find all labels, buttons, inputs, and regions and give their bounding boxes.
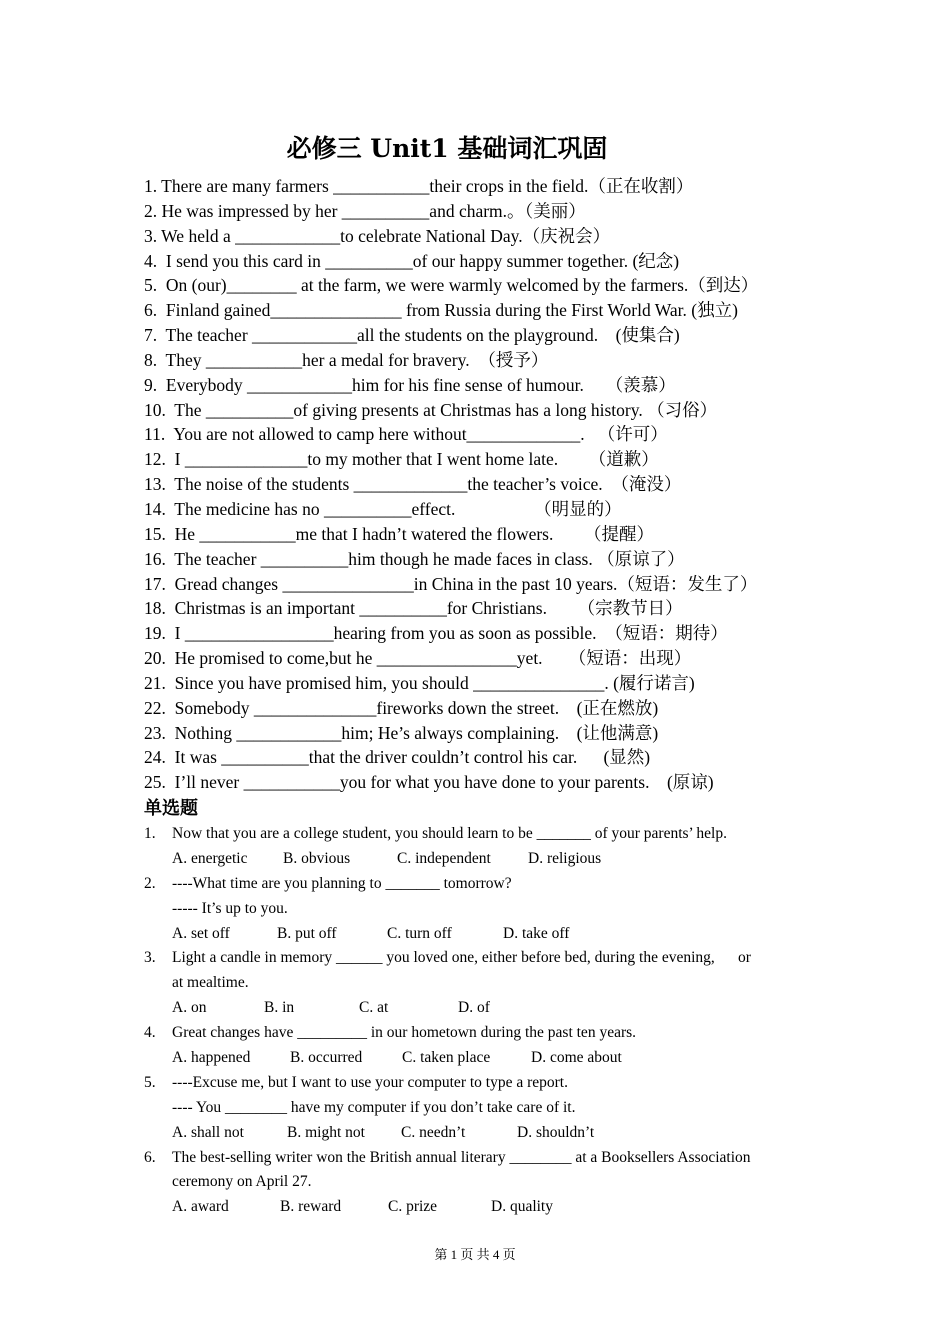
vocab-exercise-list	[144, 174, 824, 795]
answer-option[interactable]: A. energetic	[172, 849, 248, 867]
question-line	[144, 1146, 814, 1171]
answer-option[interactable]: D. religious	[528, 849, 602, 867]
answer-options	[144, 847, 814, 872]
question-text: ceremony on April 27.	[172, 1173, 312, 1191]
answer-options	[144, 1046, 814, 1071]
vocab-item: 9. Everybody ____________him for his fine sense of humour. （羡慕）	[144, 374, 676, 395]
vocab-item: 1. There are many farmers ___________their crops in the field.（正在收割）	[144, 176, 694, 196]
question-line	[144, 822, 814, 847]
answer-option[interactable]: D. quality	[491, 1198, 553, 1216]
answer-option[interactable]: D. come about	[531, 1049, 622, 1067]
vocab-item: 14. The medicine has no __________effect. （明显的）	[144, 498, 622, 519]
answer-options	[144, 1195, 814, 1220]
question-line	[144, 1071, 814, 1096]
question-line	[144, 946, 814, 971]
question-line	[144, 897, 814, 922]
vocab-item: 18. Christmas is an important __________for Christians. （宗教节日）	[144, 598, 683, 619]
vocab-item: 8. They ___________her a medal for bravery. （授予）	[144, 349, 549, 370]
answer-option[interactable]: C. turn off	[387, 924, 452, 942]
answer-option[interactable]: C. at	[359, 999, 389, 1017]
vocab-item: 11. You are not allowed to camp here without_____________. （许可）	[144, 424, 668, 445]
vocab-item: 21. Since you have promised him, you should _______________. (履行诺言)	[144, 672, 695, 693]
answer-option[interactable]: B. in	[264, 999, 295, 1017]
question-line	[144, 1170, 814, 1195]
answer-option[interactable]: B. obvious	[283, 849, 351, 867]
answer-option[interactable]: A. happened	[172, 1049, 251, 1067]
question-number: 5.	[144, 1073, 156, 1091]
question-line	[144, 1021, 814, 1046]
answer-options	[144, 922, 814, 947]
vocab-item: 19. I _________________hearing from you as soon as possible. （短语：期待）	[144, 623, 728, 644]
vocab-item: 5. On (our)________ at the farm, we were warmly welcomed by the farmers.（到达）	[144, 275, 759, 296]
question-text: at mealtime.	[172, 974, 249, 992]
answer-option[interactable]: C. independent	[397, 849, 491, 867]
question-number: 4.	[144, 1024, 156, 1042]
mcq-question	[144, 1071, 814, 1146]
answer-options	[144, 1121, 814, 1146]
answer-option[interactable]: C. taken place	[402, 1049, 491, 1067]
vocab-item: 2. He was impressed by her __________and charm.。（美丽）	[144, 200, 586, 221]
mcq-question	[144, 822, 814, 872]
mcq-question	[144, 946, 814, 1021]
question-text: ---- You ________ have my computer if you don’t take care of it.	[172, 1098, 576, 1116]
answer-option[interactable]: A. award	[172, 1198, 229, 1216]
vocab-item: 20. He promised to come,but he ________________yet. （短语：出现）	[144, 648, 692, 669]
vocab-item: 23. Nothing ____________him; He’s always complaining. (让他满意)	[144, 722, 659, 743]
answer-option[interactable]: B. occurred	[290, 1049, 363, 1067]
answer-option[interactable]: D. shouldn’t	[517, 1123, 595, 1141]
answer-option[interactable]: C. needn’t	[401, 1123, 466, 1141]
vocab-item: 3. We held a ____________to celebrate National Day.（庆祝会）	[144, 225, 611, 246]
mcq-list	[144, 822, 814, 1220]
mcq-question	[144, 872, 814, 947]
vocab-item: 25. I’ll never ___________you for what you have done to your parents. (原谅)	[144, 772, 714, 793]
answer-option[interactable]: B. put off	[277, 924, 337, 942]
vocab-item: 6. Finland gained_______________ from Russia during the First World War. (独立)	[144, 300, 738, 321]
answer-option[interactable]: C. prize	[388, 1198, 438, 1216]
vocab-item: 13. The noise of the students _____________the teacher’s voice. （淹没）	[144, 474, 682, 495]
question-text: Great changes have _________ in our hometown during the past ten years.	[172, 1024, 637, 1042]
answer-option[interactable]: A. shall not	[172, 1123, 244, 1141]
question-text: Light a candle in memory ______ you loved one, either before bed, during the evening, or	[172, 949, 751, 967]
vocab-item: 7. The teacher ____________all the students on the playground. (使集合)	[144, 325, 680, 346]
answer-options	[144, 996, 814, 1021]
vocab-item: 4. I send you this card in __________of our happy summer together. (纪念)	[144, 250, 680, 271]
question-number: 2.	[144, 874, 156, 892]
vocab-item: 15. He ___________me that I hadn’t watered the flowers. （提醒）	[144, 523, 654, 544]
mcq-question	[144, 1021, 814, 1071]
answer-option[interactable]: A. on	[172, 999, 207, 1017]
page-title: 必修三 Unit1 基础词汇巩固	[286, 134, 608, 163]
answer-option[interactable]: D. take off	[503, 924, 570, 942]
vocab-item: 17. Gread changes _______________in China in the past 10 years.（短语：发生了）	[144, 573, 758, 594]
vocab-item: 12. I ______________to my mother that I went home late. （道歉）	[144, 449, 659, 470]
question-number: 6.	[144, 1148, 156, 1166]
section-title: 单选题	[144, 798, 198, 819]
page-footer: 第 1 页 共 4 页	[434, 1247, 516, 1262]
question-text: ----Excuse me, but I want to use your computer to type a report.	[172, 1073, 568, 1091]
question-text: ----What time are you planning to _______ tomorrow?	[172, 874, 512, 892]
question-line	[144, 971, 814, 996]
mcq-question	[144, 1146, 814, 1221]
question-line	[144, 872, 814, 897]
vocab-item: 24. It was __________that the driver couldn’t control his car. (显然)	[144, 747, 651, 768]
answer-option[interactable]: B. reward	[280, 1198, 342, 1216]
question-number: 3.	[144, 949, 156, 967]
question-text: Now that you are a college student, you should learn to be _______ of your parents’ help.	[172, 825, 727, 842]
vocab-item: 16. The teacher __________him though he made faces in class. （原谅了）	[144, 548, 685, 569]
answer-option[interactable]: B. might not	[287, 1123, 365, 1141]
question-text: The best-selling writer won the British annual literary ________ at a Booksellers Association	[172, 1148, 751, 1166]
question-line	[144, 1096, 814, 1121]
question-number: 1.	[144, 825, 156, 842]
vocab-item: 10. The __________of giving presents at Christmas has a long history. （习俗）	[144, 399, 718, 420]
answer-option[interactable]: A. set off	[172, 924, 230, 942]
answer-option[interactable]: D. of	[458, 999, 490, 1017]
question-text: ----- It’s up to you.	[172, 899, 288, 917]
vocab-item: 22. Somebody ______________fireworks down the street. (正在燃放)	[144, 697, 659, 718]
